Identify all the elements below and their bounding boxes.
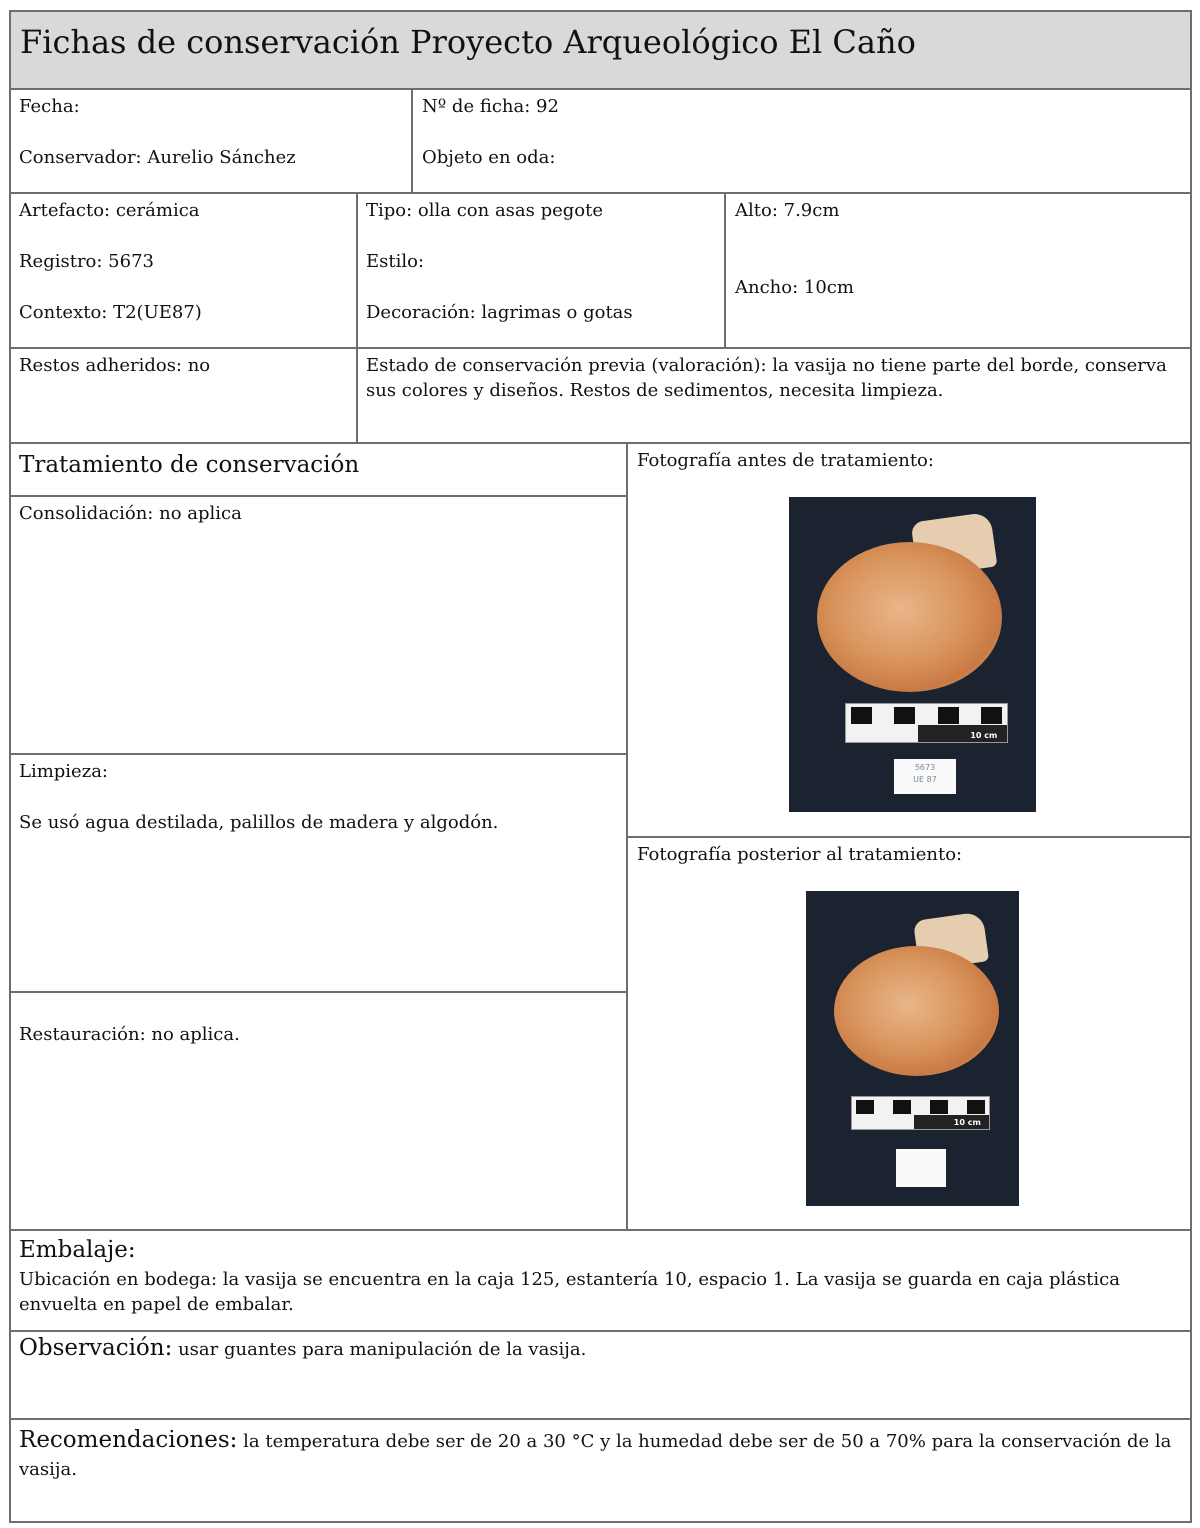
photo-after-label: Fotografía posterior al tratamiento: [637, 844, 963, 865]
photo-before-label: Fotografía antes de tratamiento: [637, 450, 934, 471]
scale-label: 10 cm [970, 731, 998, 740]
estado-cell [356, 347, 1192, 444]
info-left-cell [9, 88, 413, 194]
fecha-field: Fecha: [19, 96, 80, 117]
embalaje-cell [9, 1229, 1192, 1332]
scale-label: 10 cm [953, 1118, 981, 1127]
recomendaciones-line [19, 1426, 1179, 1484]
artefacto-field: Artefacto: cerámica [19, 200, 200, 221]
specimen-tag [894, 759, 956, 794]
restos-adheridos-field: Restos adheridos: no [19, 355, 211, 376]
decoracion-field: Decoración: lagrimas o gotas [366, 302, 633, 323]
limpieza-label: Limpieza: [19, 761, 108, 782]
title-bar [9, 10, 1192, 90]
page-title: Fichas de conservación Proyecto Arqueológico El Caño [20, 23, 916, 61]
observacion-line [19, 1336, 586, 1362]
type-cell [356, 192, 726, 349]
treatment-heading-cell [9, 442, 628, 497]
restauracion-field: Restauración: no aplica. [19, 1024, 240, 1045]
tipo-field: Tipo: olla con asas pegote [366, 200, 604, 221]
dimensions-cell [724, 192, 1192, 349]
limpieza-cell [9, 753, 628, 993]
tag-registro: 5673 [914, 763, 936, 772]
info-right-cell [411, 88, 1192, 194]
alto-field: Alto: 7.9cm [735, 200, 840, 221]
numero-ficha-field: Nº de ficha: 92 [422, 96, 559, 117]
artifact-cell [9, 192, 358, 349]
photo-after-image [806, 891, 1019, 1206]
restos-cell [9, 347, 358, 444]
recomendaciones-cell [9, 1418, 1192, 1523]
pot-body [834, 946, 999, 1076]
contexto-field: Contexto: T2(UE87) [19, 302, 202, 323]
observacion-heading: Observación: [19, 1335, 173, 1361]
tag-context: UE 87 [913, 775, 937, 784]
restauracion-cell [9, 991, 628, 1231]
ancho-field: Ancho: 10cm [735, 277, 854, 298]
recomendaciones-heading: Recomendaciones: [19, 1427, 238, 1453]
observacion-cell [9, 1330, 1192, 1420]
photo-before-image [789, 497, 1036, 812]
specimen-tag [896, 1149, 946, 1187]
recomendaciones-text: la temperatura debe ser de 20 a 30 °C y la humedad debe ser de 50 a 70% para la conservación de la vasija. [19, 1431, 1172, 1480]
embalaje-text: Ubicación en bodega: la vasija se encuentra en la caja 125, estantería 10, espacio 1. La vasija se guarda en caja plástica envuelta en papel de embalar. [19, 1269, 1120, 1315]
estilo-field: Estilo: [366, 251, 425, 272]
pot-body [817, 542, 1002, 692]
estado-previo-field: Estado de conservación previa (valoración): la vasija no tiene parte del borde, conserva sus colores y diseños. Restos de sedimentos, necesita limpieza. [366, 355, 1167, 401]
conservador-field: Conservador: Aurelio Sánchez [19, 147, 296, 168]
registro-field: Registro: 5673 [19, 251, 154, 272]
embalaje-heading: Embalaje: [19, 1237, 136, 1263]
scale-bar [845, 703, 1008, 743]
scale-bar [851, 1096, 990, 1130]
consolidacion-cell [9, 495, 628, 755]
consolidacion-field: Consolidación: no aplica [19, 503, 242, 524]
objeto-en-oda-field: Objeto en oda: [422, 147, 556, 168]
photo-before-cell [626, 442, 1192, 838]
limpieza-text: Se usó agua destilada, palillos de madera y algodón. [19, 812, 499, 833]
conservation-form [9, 10, 1192, 1523]
treatment-heading: Tratamiento de conservación [19, 452, 360, 478]
photo-after-cell [626, 836, 1192, 1231]
observacion-text: usar guantes para manipulación de la vasija. [178, 1339, 587, 1360]
